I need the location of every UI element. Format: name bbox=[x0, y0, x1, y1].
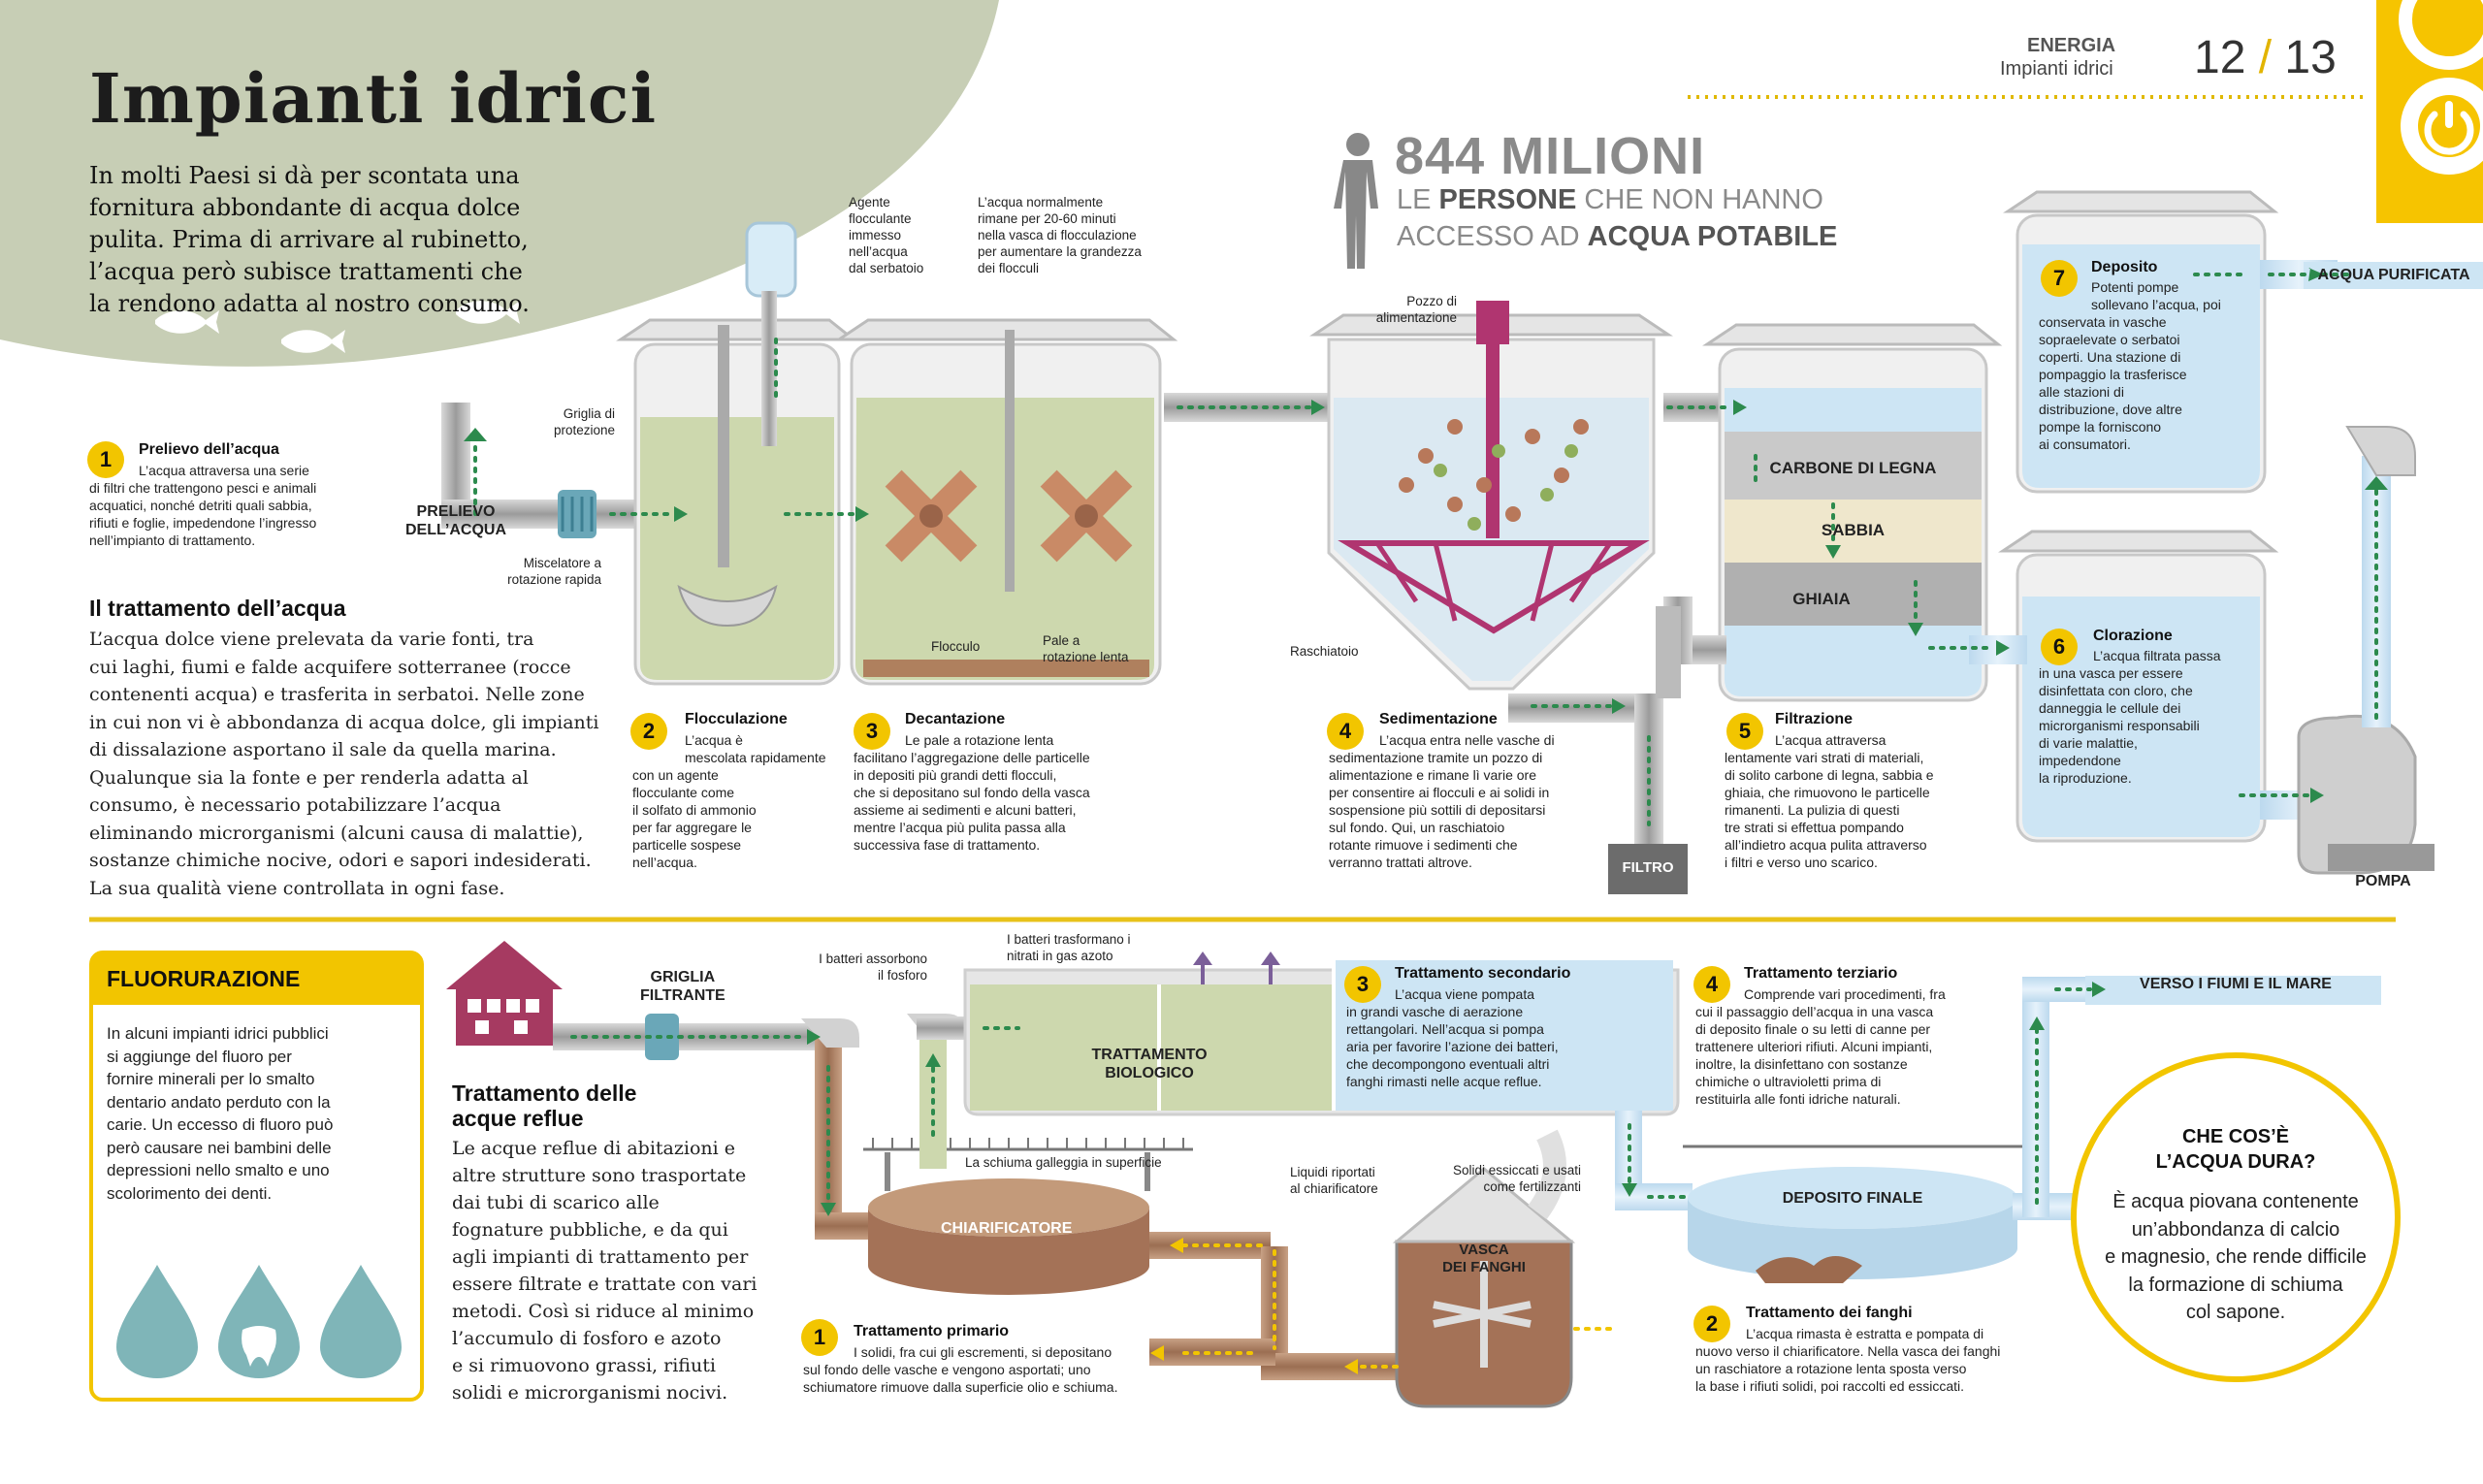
text-line: altre strutture sono trasportate bbox=[452, 1165, 747, 1186]
label-line: nitrati in gas azoto bbox=[1007, 949, 1113, 963]
text-line: aria per favorire l’azione dei batteri, bbox=[1346, 1039, 1559, 1054]
text-line: scolorimento dei denti. bbox=[107, 1183, 273, 1203]
stat-emphasis: PERSONE bbox=[1438, 184, 1577, 215]
text-line: di varie malattie, bbox=[2039, 735, 2138, 751]
text-line: nell’acqua. bbox=[632, 855, 697, 870]
text-line: e magnesio, che rende difficile bbox=[2105, 1246, 2367, 1268]
text-line: ai consumatori. bbox=[2039, 436, 2131, 452]
label-line: Miscelatore a bbox=[523, 556, 601, 570]
label-line: Solidi essiccati e usati bbox=[1452, 1163, 1581, 1178]
floc-label: Flocculo bbox=[931, 639, 981, 654]
text-line: per consentire ai flocculi e ai solidi in bbox=[1329, 785, 1550, 800]
treatment-heading: Il trattamento dell’acqua bbox=[89, 596, 346, 621]
step-number: 4 bbox=[1327, 713, 1364, 750]
text-line: sostanze chimiche nocive, odori e sapori indesiderati. bbox=[89, 850, 592, 871]
text-line: solidi e microrganismi nocivi. bbox=[452, 1382, 728, 1403]
step-title: Prelievo dell’acqua bbox=[139, 441, 279, 458]
solids-label bbox=[1435, 1162, 1581, 1195]
text-line: un raschiatore a rotazione lenta sposta verso bbox=[1695, 1361, 1967, 1376]
text-line: La sua qualità viene controllata in ogni fase. bbox=[89, 877, 505, 899]
page-title: Impianti idrici bbox=[89, 58, 658, 139]
label-line: dal serbatoio bbox=[849, 261, 924, 275]
text-line: assieme ai sedimenti e alcuni batteri, bbox=[854, 802, 1077, 818]
gravel-label: GHIAIA bbox=[1792, 590, 1851, 608]
text-line: nuovo verso il chiarificatore. Nella vasca dei fanghi bbox=[1695, 1343, 2001, 1359]
step-number: 4 bbox=[1693, 966, 1730, 1003]
label-line: il fosforo bbox=[877, 968, 927, 983]
text-line: impedendone bbox=[2039, 753, 2121, 768]
label-line: per aumentare la grandezza bbox=[978, 244, 1142, 259]
text-line: in grandi vasche di aerazione bbox=[1346, 1004, 1524, 1019]
mixer-label bbox=[504, 555, 601, 588]
hard-water-title bbox=[2077, 1124, 2395, 1175]
label-line: Pozzo di bbox=[1406, 294, 1457, 308]
flocculant-label bbox=[849, 194, 923, 276]
text-line: L’acqua entra nelle vasche di bbox=[1379, 732, 1555, 748]
biological-tank bbox=[965, 960, 1678, 1114]
final-deposit-tank bbox=[1683, 1146, 2022, 1283]
label-line: DELL’ACQUA bbox=[405, 522, 506, 538]
text-line: sopraelevate o serbatoi bbox=[2039, 332, 2180, 347]
step-number: 2 bbox=[630, 713, 667, 750]
label-line: rimane per 20-60 minuti bbox=[978, 211, 1116, 226]
label-line: PRELIEVO bbox=[416, 503, 496, 520]
text-line: si aggiunge del fluoro per bbox=[107, 1047, 292, 1066]
text-line: con un agente bbox=[632, 767, 719, 783]
label-line: rotazione rapida bbox=[507, 572, 601, 587]
text-line: sollevano l’acqua, poi bbox=[2091, 297, 2221, 312]
text-line: in cui non vi è abbondanza di acqua dolce, gli impianti bbox=[89, 711, 599, 733]
text-line: metodi. Così si riduce al minimo bbox=[452, 1301, 755, 1322]
text-line: che si depositano sul fondo della vasca bbox=[854, 785, 1090, 800]
text-line: sul fondo. Qui, un raschiatoio bbox=[1329, 820, 1505, 835]
text-line: la base i rifiuti solidi, poi raccolti ed essiccati. bbox=[1695, 1378, 1965, 1394]
text-line: agli impianti di trattamento per bbox=[452, 1246, 749, 1268]
intro-line: In molti Paesi si dà per scontata una bbox=[89, 162, 520, 189]
text-line: fognature pubbliche, e da qui bbox=[452, 1219, 728, 1241]
label-line: nell’acqua bbox=[849, 244, 908, 259]
text-line: il solfato di ammonio bbox=[632, 802, 757, 818]
text-line: cui il passaggio dell’acqua in una vasca bbox=[1695, 1004, 1934, 1019]
step-body bbox=[2039, 278, 2221, 453]
text-line: trattenere ulteriori rifiuti. Alcuni impianti, bbox=[1695, 1039, 1933, 1054]
text-line: successiva fase di trattamento. bbox=[854, 837, 1041, 853]
label-line: nella vasca di flocculazione bbox=[978, 228, 1137, 242]
step-title: Trattamento dei fanghi bbox=[1746, 1305, 1913, 1321]
hard-water-circle bbox=[2071, 1052, 2401, 1382]
filter-grid-label bbox=[640, 968, 726, 1005]
text-line: per far aggregare le bbox=[632, 820, 752, 835]
step-body bbox=[1695, 985, 1946, 1108]
text-line: Le pale a rotazione lenta bbox=[905, 732, 1054, 748]
label-line: al chiarificatore bbox=[1290, 1181, 1378, 1196]
text-line: In alcuni impianti idrici pubblici bbox=[107, 1024, 329, 1043]
step-number: 3 bbox=[854, 713, 890, 750]
step-title: Clorazione bbox=[2093, 628, 2173, 644]
house-icon bbox=[446, 941, 563, 1046]
page-number-right: 13 bbox=[2284, 32, 2337, 83]
label-line: Griglia di bbox=[563, 406, 615, 421]
scraper-label: Raschiatoio bbox=[1290, 644, 1359, 659]
text-line: che decompongono eventuali altri bbox=[1346, 1056, 1550, 1072]
sewage-body bbox=[452, 1135, 758, 1406]
sewage-heading bbox=[452, 1081, 636, 1131]
text-line: fanghi rimasti nelle acque reflue. bbox=[1346, 1074, 1542, 1089]
step-number: 1 bbox=[801, 1319, 838, 1356]
stat-text: ACCESSO AD bbox=[1397, 221, 1588, 252]
intake-label bbox=[405, 502, 506, 539]
text-line: di solito carbone di legna, sabbia e bbox=[1725, 767, 1934, 783]
page-number-separator: / bbox=[2258, 32, 2273, 83]
label-line: I batteri assorbono bbox=[819, 952, 927, 966]
step-title: Trattamento secondario bbox=[1395, 965, 1571, 982]
text-line: particelle sospese bbox=[632, 837, 742, 853]
fluoridation-title: FLUORURAZIONE bbox=[107, 966, 301, 991]
text-line: Qualunque sia la fonte e per renderla adatta al bbox=[89, 766, 529, 789]
step-body bbox=[632, 731, 826, 871]
page-number-left: 12 bbox=[2194, 32, 2246, 83]
text-line: però causare nei bambini delle bbox=[107, 1138, 332, 1157]
text-line: mescolata rapidamente bbox=[685, 750, 826, 765]
step-body bbox=[1695, 1325, 2000, 1395]
text-line: sedimentazione tramite un pozzo di bbox=[1329, 750, 1543, 765]
text-line: di dissalazione asportano il sale da quella marina. bbox=[89, 739, 557, 760]
text-line: L’acqua attraversa bbox=[1775, 732, 1886, 748]
text-line: Comprende vari procedimenti, fra bbox=[1744, 986, 1946, 1002]
label-line: GRIGLIA bbox=[650, 969, 716, 985]
text-line: Le acque reflue di abitazioni e bbox=[452, 1138, 736, 1159]
sedimentation-tank bbox=[1314, 301, 1668, 689]
step-body bbox=[1346, 985, 1559, 1090]
text-line: i filtri e verso uno scarico. bbox=[1725, 855, 1878, 870]
intro-line: pulita. Prima di arrivare al rubinetto, bbox=[89, 226, 529, 253]
paddle-label bbox=[1043, 632, 1129, 665]
label-line: TRATTAMENTO bbox=[1091, 1047, 1208, 1063]
text-line: È acqua piovana contenente bbox=[2112, 1191, 2359, 1212]
text-line: la formazione di schiuma bbox=[2128, 1274, 2343, 1296]
text-line: depressioni nello smalto e uno bbox=[107, 1161, 330, 1179]
clarifier-label: CHIARIFICATORE bbox=[941, 1220, 1073, 1237]
text-line: Potenti pompe bbox=[2091, 279, 2179, 295]
text-line: restituirla alle fonti idriche naturali. bbox=[1695, 1091, 1901, 1107]
hard-water-body bbox=[2077, 1188, 2395, 1327]
text-line: alimentazione e rimane lì varie ore bbox=[1329, 767, 1536, 783]
phosphorus-label bbox=[791, 951, 927, 984]
heading-line: CHE COS’È bbox=[2181, 1126, 2290, 1147]
text-line: alle stazioni di bbox=[2039, 384, 2124, 400]
label-line: Agente bbox=[849, 195, 890, 210]
text-line: coperti. Una stazione di bbox=[2039, 349, 2181, 365]
text-line: consumo, è necessario potabilizzare l’acqua bbox=[89, 794, 501, 816]
text-line: la riproduzione. bbox=[2039, 770, 2132, 786]
step-body bbox=[854, 731, 1090, 854]
text-line: verranno trattati altrove. bbox=[1329, 855, 1472, 870]
text-line: sul fondo delle vasche e vengono asportati; uno bbox=[803, 1362, 1091, 1377]
text-line: di filtri che trattengono pesci e animali bbox=[89, 480, 317, 496]
sludge-tank-label bbox=[1426, 1242, 1542, 1276]
text-line: tre strati si effettua pompando bbox=[1725, 820, 1904, 835]
foam-label: La schiuma galleggia in superficie bbox=[965, 1155, 1162, 1170]
text-line: inoltre, la disinfettano con sostanze bbox=[1695, 1056, 1908, 1072]
text-line: essere filtrate e trattate con vari bbox=[452, 1274, 758, 1295]
step-number: 5 bbox=[1726, 713, 1763, 750]
text-line: mentre l’acqua più pulita passa alla bbox=[854, 820, 1066, 835]
step-title: Decantazione bbox=[905, 711, 1006, 727]
label-line: FILTRANTE bbox=[640, 987, 726, 1004]
to-rivers-label: VERSO I FIUMI E IL MARE bbox=[2140, 976, 2332, 992]
text-line: rotante rimuove i sedimenti che bbox=[1329, 837, 1518, 853]
purified-water-label: ACQUA PURIFICATA bbox=[2317, 267, 2470, 283]
text-line: col sapone. bbox=[2185, 1302, 2286, 1323]
header-subsection: Impianti idrici bbox=[2000, 58, 2113, 80]
header-section: ENERGIA bbox=[2027, 35, 2116, 56]
step-body bbox=[1725, 731, 1934, 871]
stat-number: 844 MILIONI bbox=[1395, 127, 1706, 185]
text-line: all’indietro acqua pulita attraverso bbox=[1725, 837, 1927, 853]
text-line: in una vasca per essere bbox=[2039, 665, 2183, 681]
text-line: L’acqua è bbox=[685, 732, 743, 748]
text-line: nell’impianto di trattamento. bbox=[89, 532, 256, 548]
text-line: eliminando microrganismi (alcuni causa di malattie), bbox=[89, 822, 584, 844]
text-line: pompaggio la trasferisce bbox=[2039, 367, 2187, 382]
intro-line: la rendono adatta al nostro consumo. bbox=[89, 290, 530, 317]
text-line: dentario andato perduto con la bbox=[107, 1092, 331, 1112]
step-title: Sedimentazione bbox=[1379, 711, 1498, 727]
text-line: L’acqua attraversa una serie bbox=[139, 463, 309, 478]
label-line: DEI FANGHI bbox=[1442, 1259, 1526, 1275]
label-line: Pale a bbox=[1043, 633, 1080, 648]
text-line: L’acqua viene pompata bbox=[1395, 986, 1534, 1002]
text-line: chimiche o ultravioletti prima di bbox=[1695, 1074, 1882, 1089]
text-line: ghiaia, che rimuovono le particelle bbox=[1725, 785, 1930, 800]
stat-text: CHE NON HANNO bbox=[1576, 184, 1823, 215]
text-line: rifiuti e foglie, impedendone l’ingresso bbox=[89, 515, 317, 531]
stat-emphasis: ACQUA POTABILE bbox=[1587, 221, 1838, 252]
label-line: L’acqua normalmente bbox=[978, 195, 1104, 210]
text-line: disinfettata con cloro, che bbox=[2039, 683, 2193, 698]
text-line: acquatici, nonché detriti quali sabbia, bbox=[89, 498, 312, 513]
label-line: BIOLOGICO bbox=[1105, 1065, 1194, 1081]
step-title: Trattamento primario bbox=[854, 1323, 1010, 1339]
flocculation-tank bbox=[621, 223, 854, 684]
feed-well-label bbox=[1350, 293, 1457, 326]
heading-line: L’ACQUA DURA? bbox=[2155, 1151, 2316, 1173]
step-body bbox=[1329, 731, 1555, 871]
text-line: danneggia le cellule dei bbox=[2039, 700, 2181, 716]
biological-label bbox=[1067, 1046, 1232, 1082]
step-number: 3 bbox=[1344, 966, 1381, 1003]
sand-label: SABBIA bbox=[1821, 521, 1886, 539]
text-line: cui laghi, fiumi e falde acquifere sotterranee (rocce bbox=[89, 656, 571, 678]
text-line: pompe la forniscono bbox=[2039, 419, 2162, 435]
text-line: L’acqua dolce viene prelevata da varie fonti, tra bbox=[89, 629, 534, 650]
intro-line: l’acqua però subisce trattamenti che bbox=[89, 258, 523, 285]
text-line: conservata in vasche bbox=[2039, 314, 2167, 330]
step-number: 1 bbox=[87, 441, 124, 478]
text-line: contenenti acqua) e trasferita in serbatoi. Nelle zone bbox=[89, 684, 585, 705]
step-body bbox=[89, 462, 316, 549]
text-line: L’acqua filtrata passa bbox=[2093, 648, 2221, 663]
pump-label: POMPA bbox=[2355, 873, 2411, 889]
filter-label: FILTRO bbox=[1622, 859, 1674, 876]
text-line: dai tubi di scarico alle bbox=[452, 1192, 660, 1213]
text-line: microrganismi responsabili bbox=[2039, 718, 2200, 733]
final-deposit-label: DEPOSITO FINALE bbox=[1782, 1190, 1923, 1207]
text-line: lentamente vari strati di materiali, bbox=[1725, 750, 1924, 765]
text-line: l’accumulo di fosforo e azoto bbox=[452, 1328, 722, 1349]
heading-line: Trattamento delle bbox=[452, 1081, 637, 1106]
label-line: Liquidi riportati bbox=[1290, 1165, 1375, 1179]
filtration-tank bbox=[1707, 325, 1998, 700]
protection-grid-label bbox=[530, 405, 615, 438]
step-title: Flocculazione bbox=[685, 711, 788, 727]
intro-line: fornitura abbondante di acqua dolce bbox=[89, 194, 521, 221]
text-line: in depositi più grandi detti flocculi, bbox=[854, 767, 1057, 783]
step-number: 2 bbox=[1693, 1306, 1730, 1342]
step-body bbox=[803, 1343, 1117, 1396]
decantation-tank bbox=[839, 320, 1174, 684]
label-line: alimentazione bbox=[1375, 310, 1457, 325]
label-line: come fertilizzanti bbox=[1483, 1179, 1581, 1194]
text-line: distribuzione, dove altre bbox=[2039, 402, 2182, 417]
text-line: facilitano l’aggregazione delle particelle bbox=[854, 750, 1090, 765]
liquids-label bbox=[1290, 1164, 1378, 1197]
step-number: 6 bbox=[2041, 629, 2078, 665]
step-title: Deposito bbox=[2091, 259, 2158, 275]
text-line: flocculante come bbox=[632, 785, 735, 800]
heading-line: acque reflue bbox=[452, 1106, 584, 1131]
step-title: Trattamento terziario bbox=[1744, 965, 1898, 982]
text-line: carie. Un eccesso di fluoro può bbox=[107, 1115, 334, 1134]
text-line: schiumatore rimuove dalla superficie olio e schiuma. bbox=[803, 1379, 1118, 1395]
text-line: fornire minerali per lo smalto bbox=[107, 1070, 315, 1088]
label-line: immesso bbox=[849, 228, 902, 242]
charcoal-label: CARBONE DI LEGNA bbox=[1769, 459, 1937, 477]
stat-text: LE bbox=[1397, 184, 1439, 215]
step-body bbox=[2039, 647, 2221, 787]
retention-label bbox=[978, 194, 1142, 276]
text-line: un’abbondanza di calcio bbox=[2131, 1218, 2340, 1241]
label-line: rotazione lenta bbox=[1043, 650, 1129, 664]
text-line: e si rimuovono grassi, rifiuti bbox=[452, 1355, 716, 1376]
text-line: di deposito finale o su letti di canne per bbox=[1695, 1021, 1931, 1037]
text-line: rimanenti. La pulizia di questi bbox=[1725, 802, 1900, 818]
step-number: 7 bbox=[2041, 260, 2078, 297]
label-line: I batteri trasformano i bbox=[1007, 932, 1131, 947]
text-line: rettangolari. Nell’acqua si pompa bbox=[1346, 1021, 1544, 1037]
label-line: VASCA bbox=[1459, 1242, 1509, 1258]
step-title: Filtrazione bbox=[1775, 711, 1854, 727]
text-line: sospensione più sottili di depositarsi bbox=[1329, 802, 1546, 818]
label-line: protezione bbox=[553, 423, 615, 437]
label-line: flocculante bbox=[849, 211, 912, 226]
label-line: dei flocculi bbox=[978, 261, 1040, 275]
text-line: I solidi, fra cui gli escrementi, si depositano bbox=[854, 1344, 1113, 1360]
text-line: L’acqua rimasta è estratta e pompata di bbox=[1746, 1326, 1984, 1341]
nitrate-label bbox=[1007, 931, 1131, 964]
treatment-body bbox=[89, 626, 599, 902]
